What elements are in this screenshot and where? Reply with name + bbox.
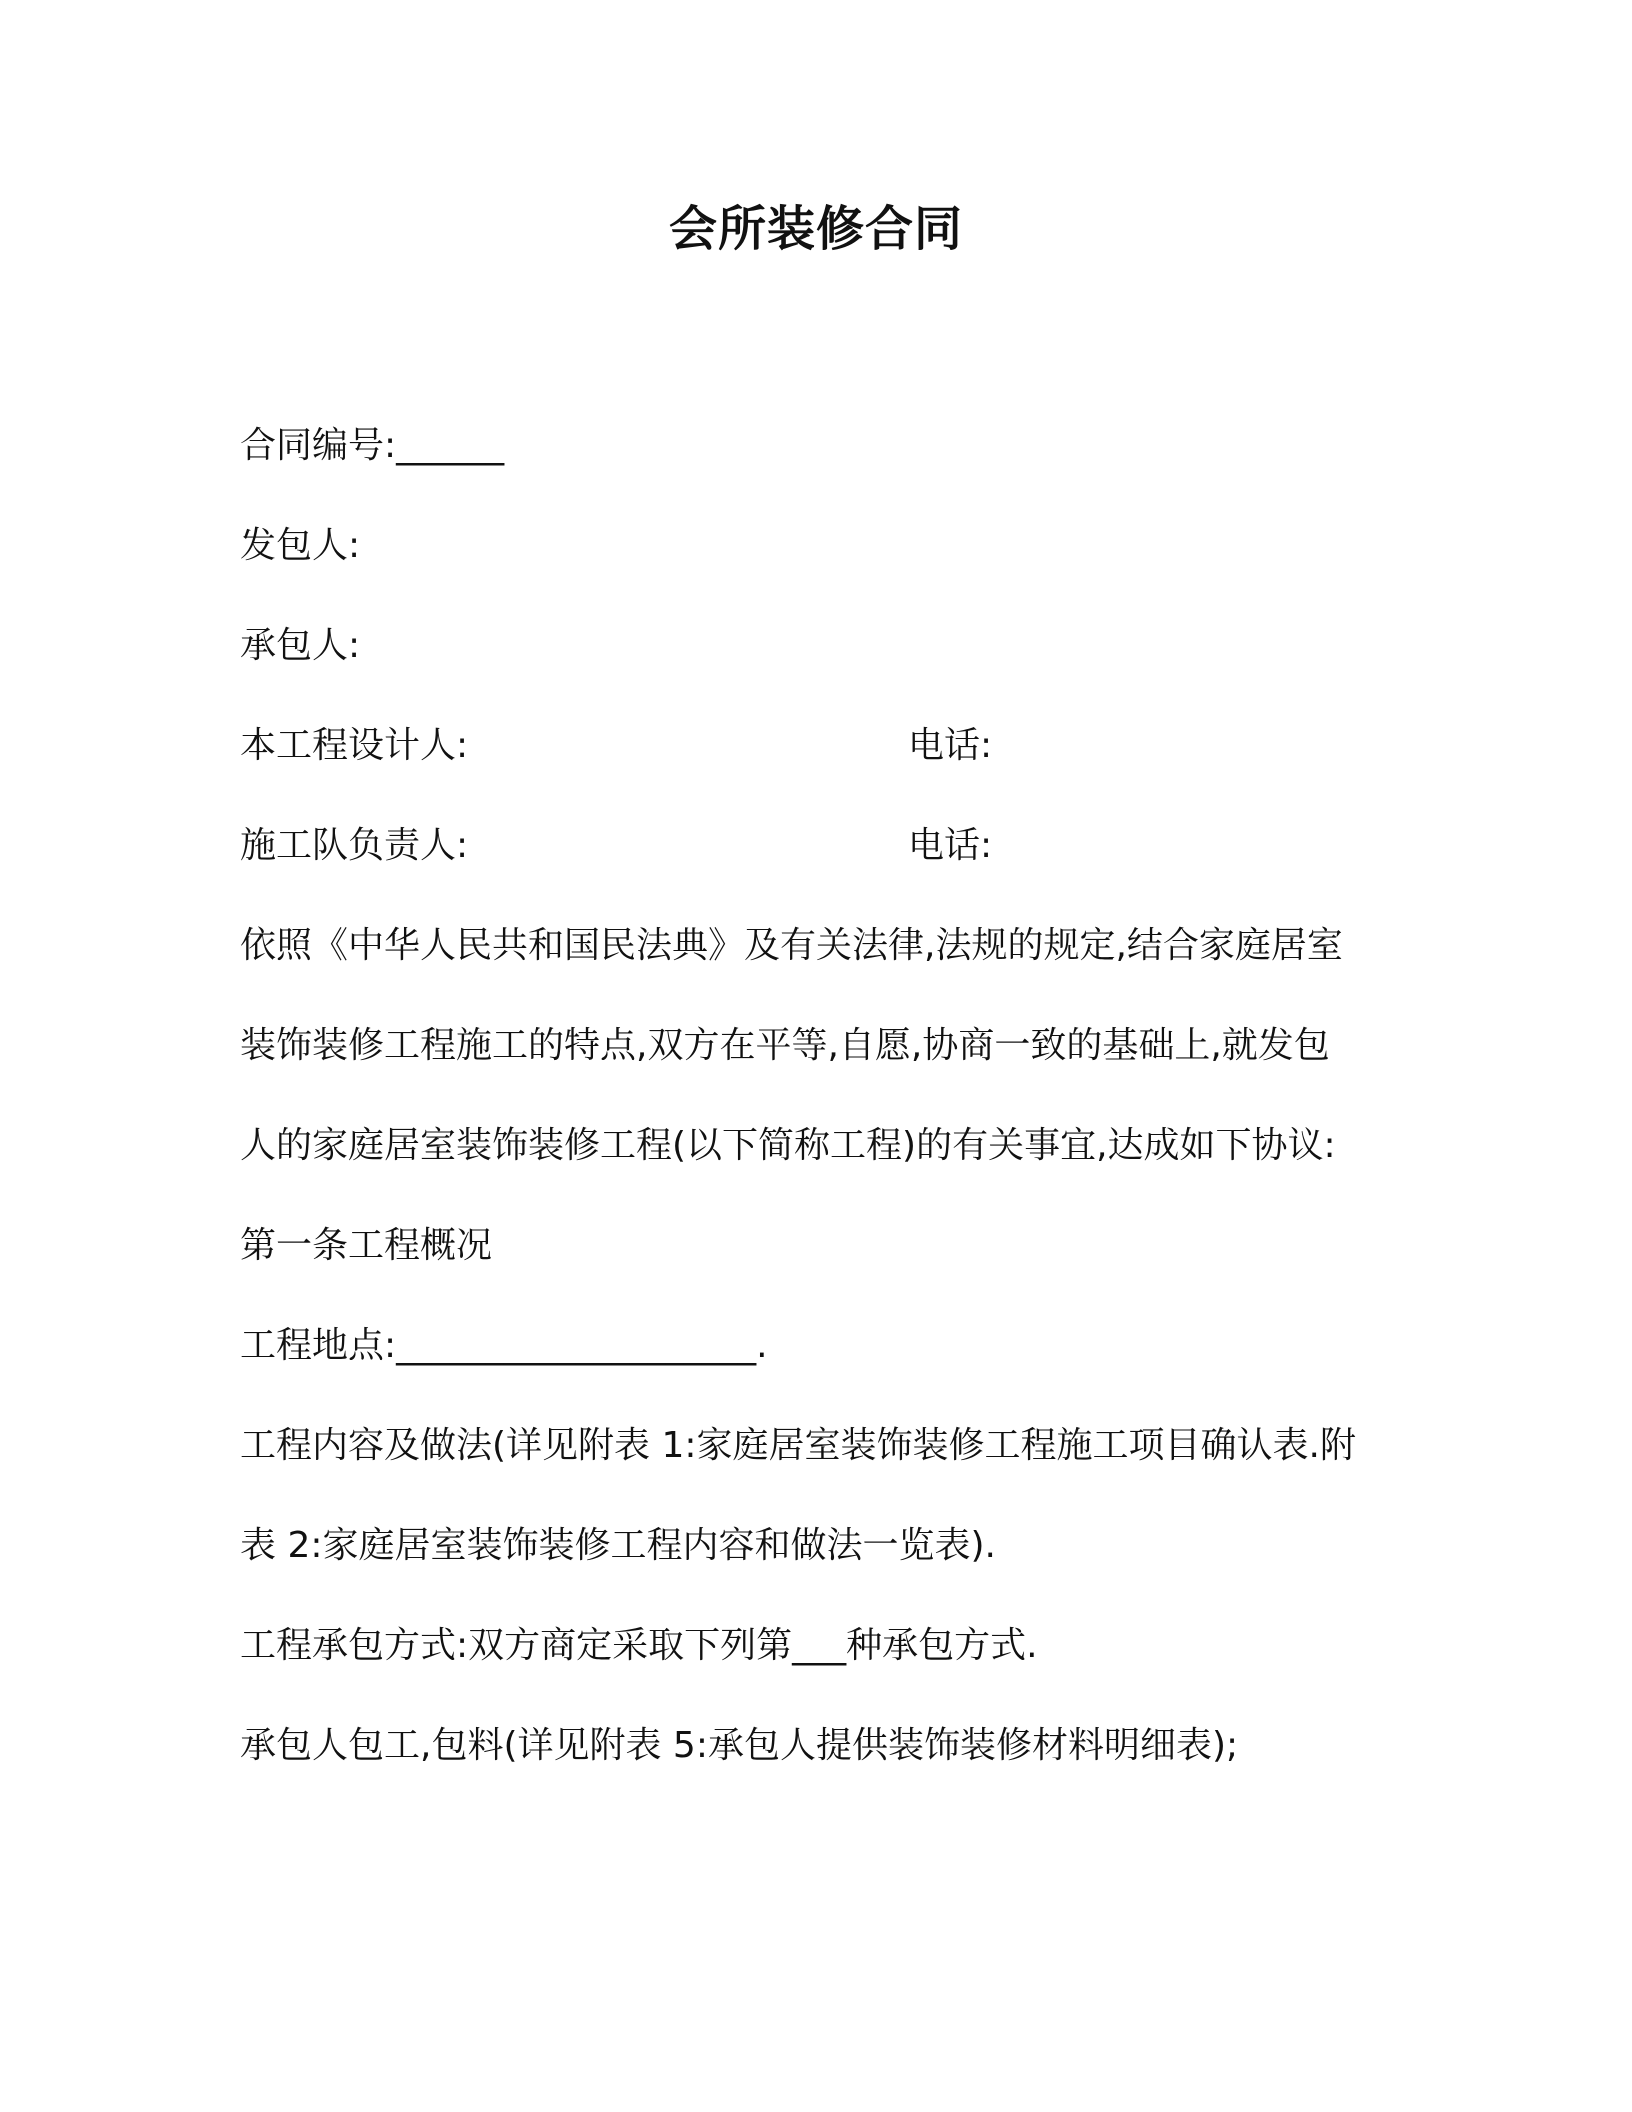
project-content-line-2: 表 2:家庭居室装饰装修工程内容和做法一览表). [240,1525,996,1566]
preamble-line-2: 装饰装修工程施工的特点,双方在平等,自愿,协商一致的基础上,就发包 [240,1025,1330,1066]
project-content-line-1: 工程内容及做法(详见附表 1:家庭居室装饰装修工程施工项目确认表.附 [240,1425,1356,1466]
contract-option-1: 承包人包工,包料(详见附表 5:承包人提供装饰装修材料明细表); [240,1725,1239,1766]
designer-field: 本工程设计人: [240,725,469,766]
contract-number-field: 合同编号:______ [240,425,505,466]
contractor-field: 承包人: [240,625,361,666]
document-title: 会所装修合同 [668,201,963,257]
team-leader-field: 施工队负责人: [240,825,469,866]
article1-heading: 第一条工程概况 [240,1225,493,1266]
preamble-line-1: 依照《中华人民共和国民法典》及有关法律,法规的规定,结合家庭居室 [240,925,1343,966]
employer-field: 发包人: [240,525,361,566]
team-leader-phone-field: 电话: [908,825,993,866]
contract-method-line: 工程承包方式:双方商定采取下列第___种承包方式. [240,1625,1038,1666]
designer-phone-field: 电话: [908,725,993,766]
project-location-field: 工程地点:____________________. [240,1325,768,1366]
preamble-line-3: 人的家庭居室装饰装修工程(以下简称工程)的有关事宜,达成如下协议: [240,1125,1336,1166]
